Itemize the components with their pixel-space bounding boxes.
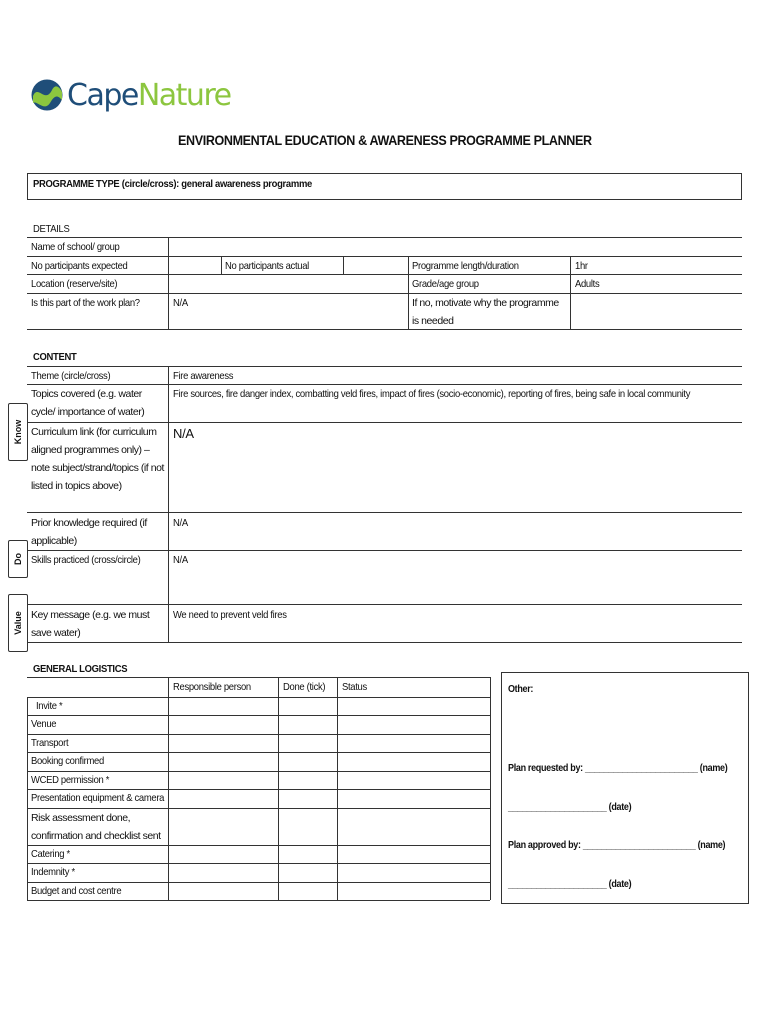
capenature-logo-icon [30, 70, 64, 120]
details-heading: DETAILS [33, 223, 70, 235]
logistics-row-invite: Invite * [36, 700, 63, 712]
motivate-label: If no, motivate why the programme is needed [412, 297, 559, 327]
name-label: Name of school/ group [31, 241, 120, 253]
side-tab-value [8, 594, 28, 652]
logistics-row-booking: Booking confirmed [31, 755, 104, 767]
theme-value: Fire awareness [173, 370, 234, 382]
logistics-row-transport: Transport [31, 737, 69, 749]
key-value: We need to prevent veld fires [173, 609, 287, 621]
logistics-row-risk: Risk assessment done, confirmation and checklist sent [31, 812, 161, 842]
requested-date: _____________________ (date) [508, 802, 632, 813]
curriculum-label: Curriculum link (for curriculum aligned programmes only) – note subject/strand/topics (if not listed in topics above) [31, 426, 164, 492]
page-title: ENVIRONMENTAL EDUCATION & AWARENESS PROGRAMME PLANNER [178, 133, 592, 148]
curriculum-value: N/A [173, 426, 194, 441]
approved-date: _____________________ (date) [508, 879, 632, 890]
logistics-row-indemnity: Indemnity * [31, 866, 75, 878]
skills-value: N/A [173, 554, 188, 566]
programme-type-text: PROGRAMME TYPE (circle/cross): general awareness programme [33, 178, 312, 190]
workplan-value: N/A [173, 297, 188, 309]
side-tab-value-label: Value [13, 611, 23, 635]
theme-label: Theme (circle/cross) [31, 370, 111, 382]
duration-value: 1hr [575, 260, 588, 272]
logo-text-cape: Cape [67, 78, 138, 113]
actual-label: No participants actual [225, 260, 309, 272]
side-tab-do [8, 540, 28, 578]
duration-label: Programme length/duration [412, 260, 519, 272]
logistics-row-budget: Budget and cost centre [31, 885, 122, 897]
location-label: Location (reserve/site) [31, 278, 118, 290]
other-label: Other: [508, 684, 534, 695]
other-box [501, 672, 749, 904]
logistics-heading: GENERAL LOGISTICS [33, 663, 128, 675]
content-heading: CONTENT [33, 351, 77, 363]
expected-label: No participants expected [31, 260, 128, 272]
plan-approved-by: Plan approved by: ________________________ (name) [508, 840, 726, 851]
grade-value: Adults [575, 278, 600, 290]
col-done: Done (tick) [283, 681, 326, 693]
key-label: Key message (e.g. we must save water) [31, 609, 150, 639]
logistics-row-wced: WCED permission * [31, 774, 110, 786]
skills-label: Skills practiced (cross/circle) [31, 554, 141, 566]
side-tab-do-label: Do [13, 553, 23, 565]
plan-requested-by: Plan requested by: ________________________ (name) [508, 763, 728, 774]
side-tab-know-label: Know [13, 419, 23, 445]
logistics-row-venue: Venue [31, 718, 57, 730]
logistics-row-catering: Catering * [31, 848, 70, 860]
workplan-label: Is this part of the work plan? [31, 297, 140, 309]
col-responsible: Responsible person [173, 681, 251, 693]
topics-label: Topics covered (e.g. water cycle/ importance of water) [31, 388, 145, 418]
prior-label: Prior knowledge required (if applicable) [31, 517, 147, 547]
col-status: Status [342, 681, 367, 693]
grade-label: Grade/age group [412, 278, 479, 290]
logo-wordmark [67, 78, 231, 113]
capenature-logo [30, 70, 231, 122]
logistics-row-presentation: Presentation equipment & camera [31, 792, 165, 804]
logo-text-nature: Nature [137, 78, 231, 113]
topics-value: Fire sources, fire danger index, combatting veld fires, impact of fires (socio-economic), reporting of fires, being safe in local community [173, 388, 691, 400]
prior-value: N/A [173, 517, 188, 529]
side-tab-know [8, 403, 28, 461]
